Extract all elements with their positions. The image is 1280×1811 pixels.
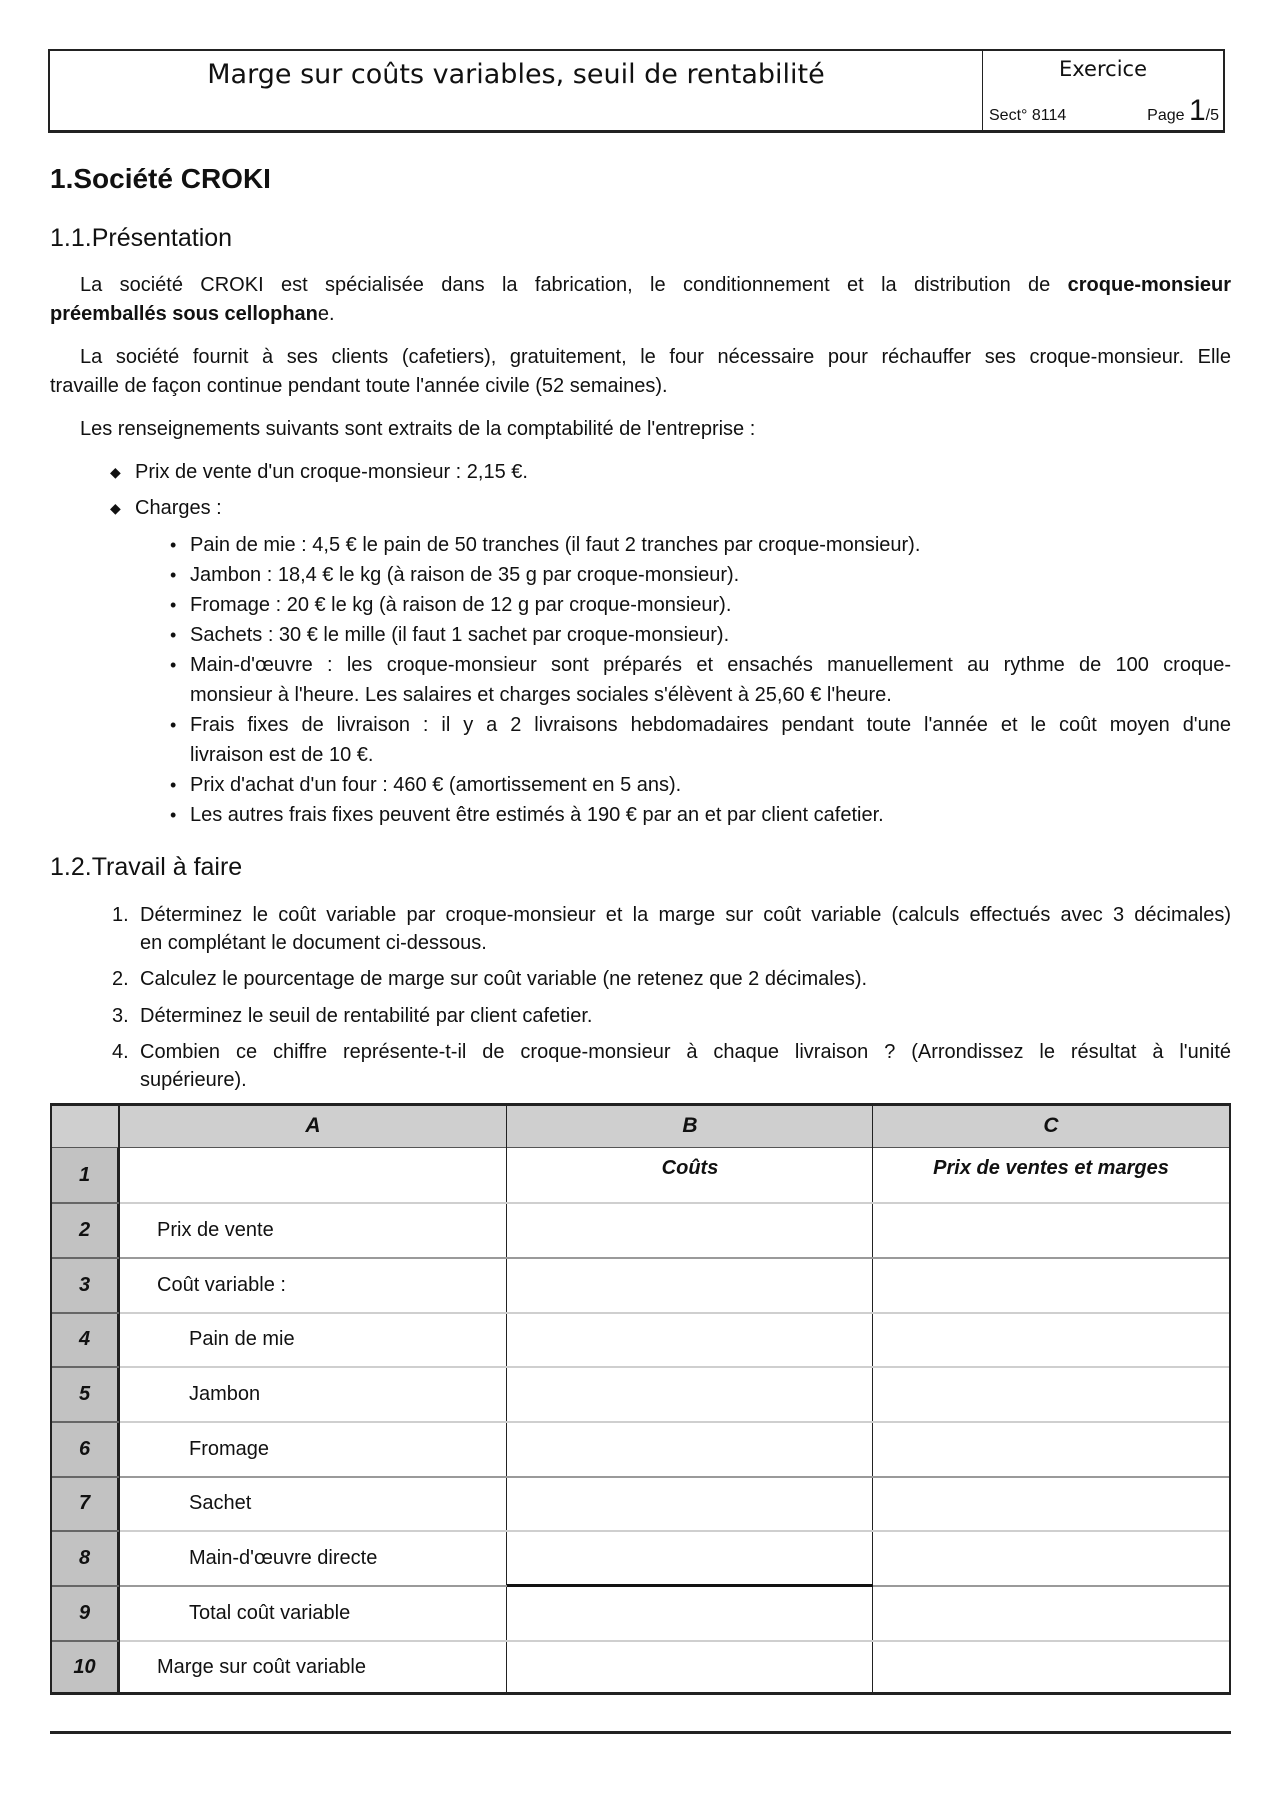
column-header-c[interactable]: C [873, 1106, 1229, 1148]
dot-bullet-icon: • [170, 535, 177, 555]
task-item-continuation: supérieure). [140, 1069, 247, 1091]
list-item: Prix d'achat d'un four : 460 € (amortissement en 5 ans). [190, 774, 682, 796]
subsection-title-tasks: 1.2.Travail à faire [50, 853, 243, 881]
header-cell-prices-margins: Prix de ventes et marges [933, 1157, 1169, 1179]
text-run: e. [317, 303, 335, 325]
row-label-jambon: Jambon [189, 1383, 261, 1405]
diamond-bullet-icon: ◆ [110, 500, 121, 516]
dot-bullet-icon: • [170, 655, 177, 675]
list-item: Sachets : 30 € le mille (il faut 1 sachet par croque-monsieur). [190, 624, 730, 646]
list-item-continuation: livraison est de 10 €. [190, 744, 374, 766]
paragraph-line: La société fournit à ses clients (cafetiers), gratuitement, le four nécessaire pour réchauffer ses croque-monsieur. Elle [80, 346, 1231, 368]
page-current: 1 [1188, 94, 1206, 127]
bold-text-run: croque-monsieur [1067, 274, 1231, 296]
list-item: Prix de vente d'un croque-monsieur : 2,15 €. [135, 461, 528, 483]
dot-bullet-icon: • [170, 625, 177, 645]
row-label-fromage: Fromage [189, 1438, 270, 1460]
list-item: Les autres frais fixes peuvent être estimés à 190 € par an et par client cafetier. [190, 804, 884, 826]
page-indicator [1147, 94, 1219, 127]
row-label-prix-de-vente: Prix de vente [157, 1219, 274, 1241]
task-item-continuation: en complétant le document ci-dessous. [140, 932, 487, 954]
list-item: Charges : [135, 497, 222, 519]
corner-header-cell [52, 1106, 119, 1148]
bold-text-run: préemballés sous cellophan [50, 303, 318, 325]
document-type: Exercice [1059, 57, 1147, 81]
task-number: 4. [112, 1041, 129, 1063]
row-number: 10 [73, 1656, 96, 1678]
column-divider [872, 1106, 873, 1692]
paragraph-line [50, 270, 1231, 300]
diamond-bullet-icon: ◆ [110, 464, 121, 480]
page-total: /5 [1205, 107, 1219, 124]
row-number: 1 [78, 1164, 91, 1186]
task-item: Déterminez le coût variable par croque-monsieur et la marge sur coût variable (calculs effectués avec 3 décimales) [140, 904, 1231, 926]
task-number: 1. [112, 904, 129, 926]
row-divider [120, 1257, 1229, 1259]
text-run: La société CROKI est spécialisée dans la fabrication, le conditionnement et la distribution de [80, 274, 1051, 296]
list-item: Frais fixes de livraison : il y a 2 livraisons hebdomadaires pendant toute l'année et le coût moyen d'une [190, 714, 1231, 736]
row-number: 8 [78, 1547, 91, 1569]
cost-table [50, 1103, 1231, 1695]
list-item: Main-d'œuvre : les croque-monsieur sont préparés et ensachés manuellement au rythme de 100 croque- [190, 654, 1231, 676]
dot-bullet-icon: • [170, 565, 177, 585]
task-number: 2. [112, 968, 129, 990]
list-item: Fromage : 20 € le kg (à raison de 12 g par croque-monsieur). [190, 594, 732, 616]
list-item-continuation: monsieur à l'heure. Les salaires et charges sociales s'élèvent à 25,60 € l'heure. [190, 684, 892, 706]
presentation-paragraph-3: Les renseignements suivants sont extraits de la comptabilité de l'entreprise : [80, 418, 756, 440]
row-label-marge: Marge sur coût variable [157, 1656, 366, 1678]
row-number: 4 [78, 1328, 91, 1350]
dot-bullet-icon: • [170, 595, 177, 615]
dot-bullet-icon: • [170, 715, 177, 735]
row-divider [120, 1421, 1229, 1423]
list-item: Pain de mie : 4,5 € le pain de 50 tranches (il faut 2 tranches par croque-monsieur). [190, 534, 921, 556]
row-label-cout-variable: Coût variable : [157, 1274, 286, 1296]
column-divider [118, 1106, 120, 1692]
header-meta [989, 94, 1219, 127]
column-header-b[interactable]: B [507, 1106, 873, 1148]
dot-bullet-icon: • [170, 775, 177, 795]
row-divider [120, 1366, 1229, 1368]
header-info [983, 51, 1223, 130]
row-divider [120, 1476, 1229, 1478]
row-label-pain-de-mie: Pain de mie [189, 1328, 295, 1350]
row-number: 9 [78, 1602, 91, 1624]
task-number: 3. [112, 1005, 129, 1027]
document-header [48, 49, 1225, 133]
row-label-sachet: Sachet [189, 1492, 252, 1514]
row-number: 5 [78, 1383, 91, 1405]
section-title: 1.Société CROKI [50, 163, 271, 194]
column-divider [506, 1106, 507, 1692]
row-number: 6 [78, 1438, 91, 1460]
task-item: Déterminez le seuil de rentabilité par client cafetier. [140, 1005, 593, 1027]
header-cell-costs: Coûts [661, 1157, 719, 1179]
task-item: Combien ce chiffre représente-t-il de croque-monsieur à chaque livraison ? (Arrondissez le résultat à l'unité [140, 1041, 1231, 1063]
subsection-title-presentation: 1.1.Présentation [50, 224, 233, 252]
document-title: Marge sur coûts variables, seuil de rentabilité [50, 51, 983, 130]
task-item: Calculez le pourcentage de marge sur coût variable (ne retenez que 2 décimales). [140, 968, 868, 990]
row-label-main-doeuvre: Main-d'œuvre directe [189, 1547, 378, 1569]
dot-bullet-icon: • [170, 805, 177, 825]
list-item: Jambon : 18,4 € le kg (à raison de 35 g par croque-monsieur). [190, 564, 740, 586]
row-number: 7 [78, 1492, 91, 1514]
paragraph-line: travaille de façon continue pendant toute l'année civile (52 semaines). [50, 375, 668, 397]
paragraph-line [50, 299, 335, 329]
row-number: 2 [78, 1219, 91, 1241]
section-code: Sect° 8114 [989, 107, 1067, 124]
footer-rule [50, 1731, 1231, 1734]
page-label: Page [1147, 107, 1185, 124]
subtotal-rule [507, 1584, 873, 1587]
row-divider [120, 1202, 1229, 1204]
row-number: 3 [78, 1274, 91, 1296]
column-header-a[interactable]: A [119, 1106, 507, 1148]
row-label-total-cout-variable: Total coût variable [189, 1602, 351, 1624]
